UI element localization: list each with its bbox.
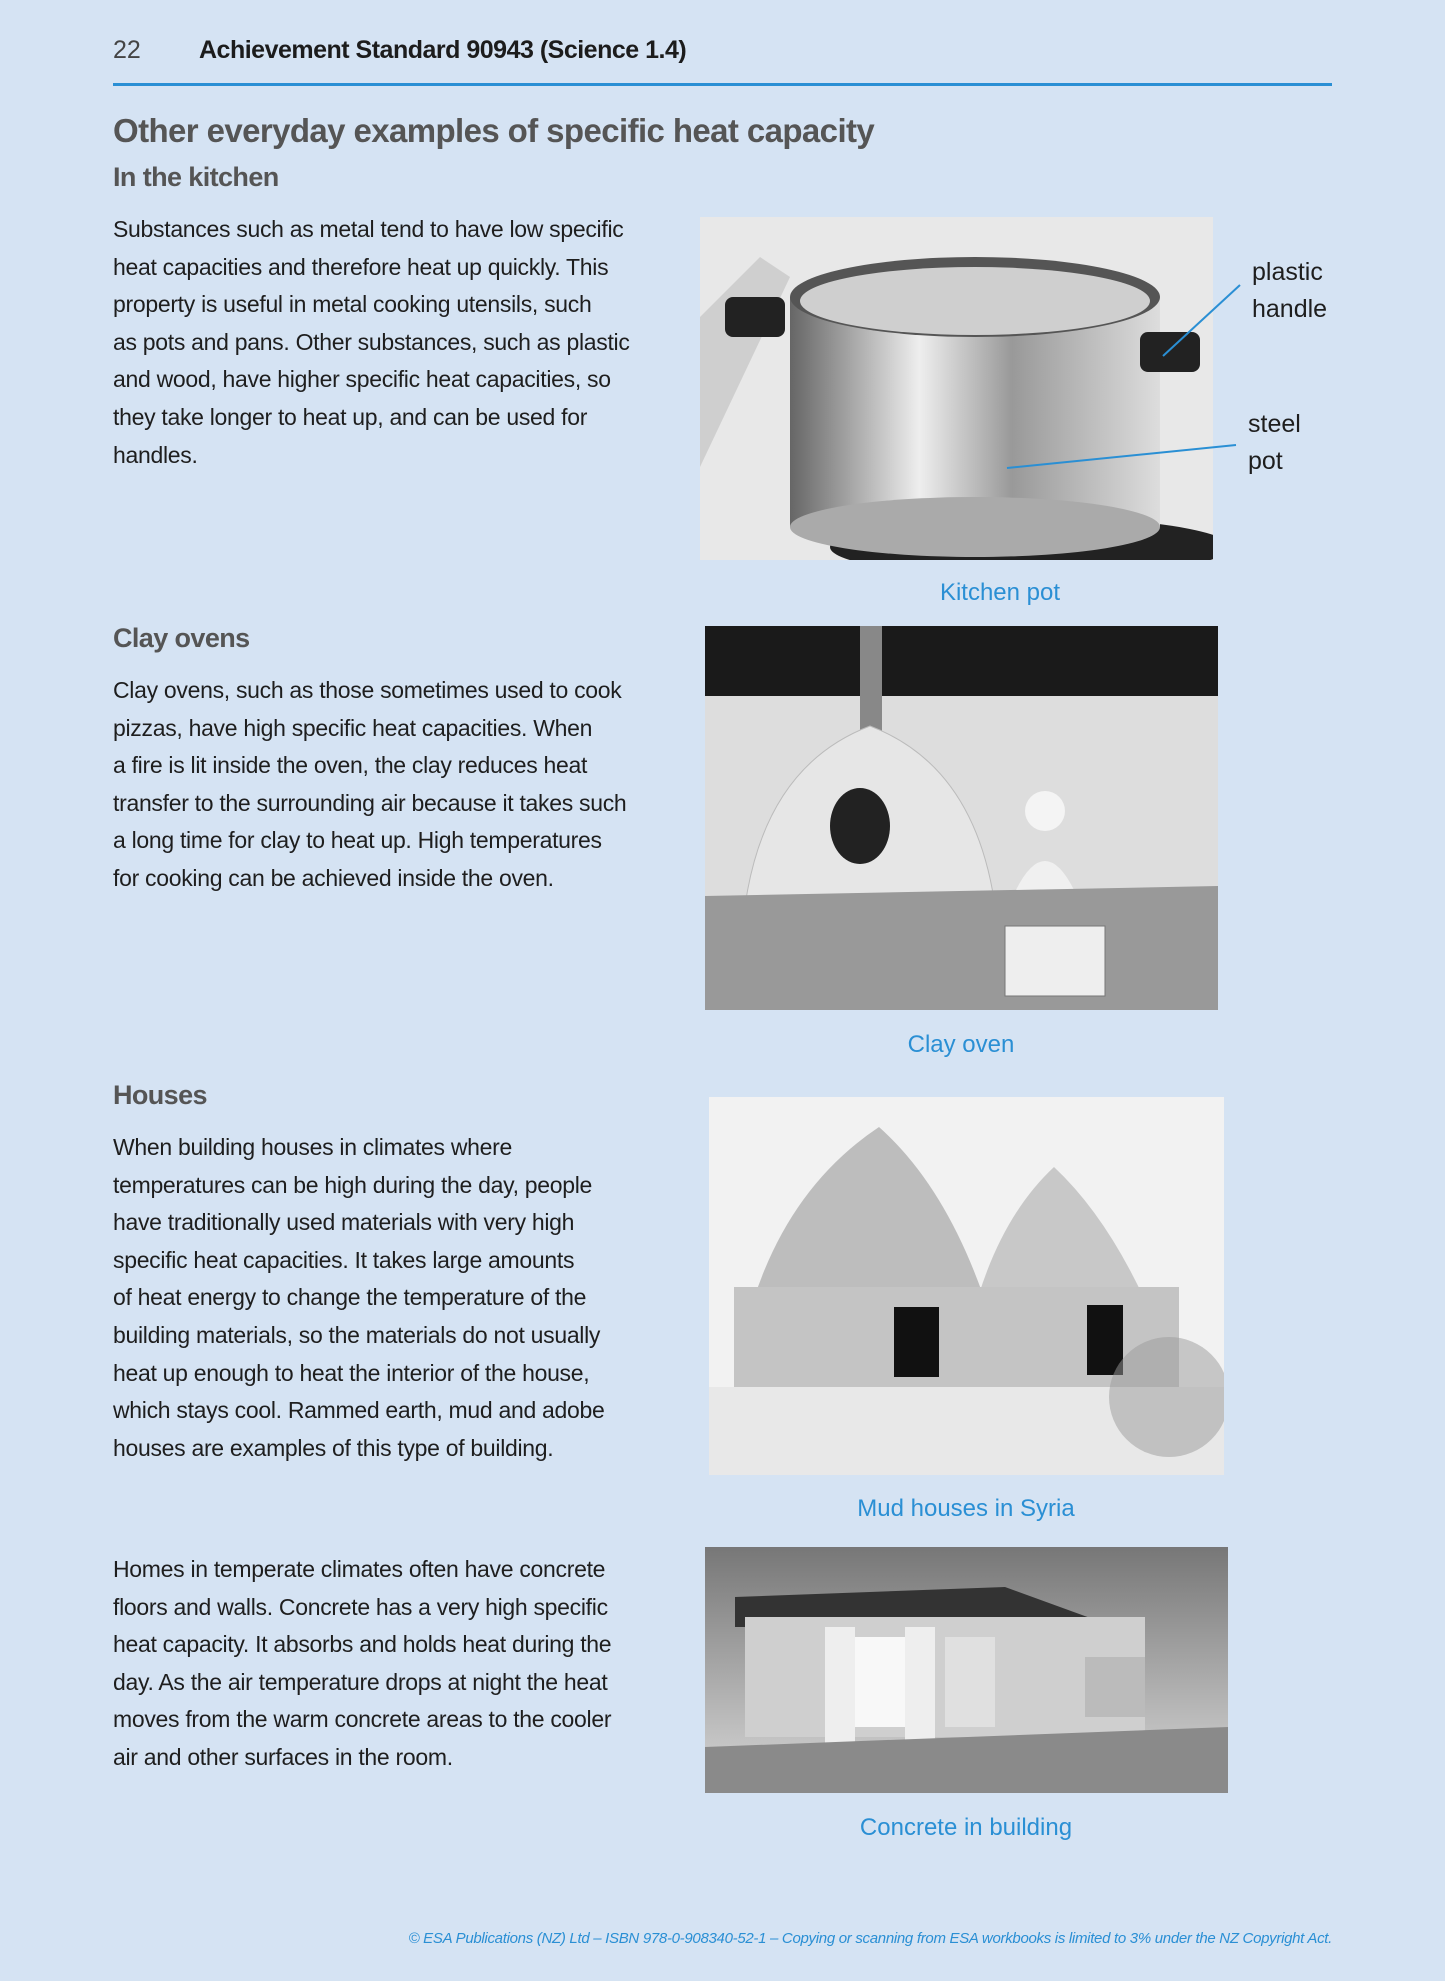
text-line: transfer to the surrounding air because it takes such	[113, 789, 627, 816]
section-heading-kitchen: In the kitchen	[113, 162, 279, 192]
text-line: they take longer to heat up, and can be used for	[113, 403, 588, 430]
label-line: handle	[1252, 295, 1328, 323]
text-line: Substances such as metal tend to have low specific	[113, 216, 624, 242]
text-line: heat capacities and therefore heat up quickly. This	[113, 253, 609, 280]
caption-clay-oven: Clay oven	[907, 1031, 1015, 1058]
text-line: which stays cool. Rammed earth, mud and adobe	[113, 1397, 605, 1424]
concrete-paragraph	[113, 1551, 611, 1777]
text-line: pizzas, have high specific heat capacities. When	[113, 714, 593, 741]
text-line: building materials, so the materials do not usually	[113, 1321, 601, 1348]
section-heading-houses: Houses	[113, 1080, 207, 1110]
copyright-footer: © ESA Publications (NZ) Ltd – ISBN 978-0-908340-52-1 – Copying or scanning from ESA workbooks is limited to 3% under the NZ Copyright Act.	[408, 1930, 1332, 1947]
text-line: as pots and pans. Other substances, such as plastic	[113, 328, 630, 355]
text-line: When building houses in climates where	[113, 1134, 512, 1160]
text-line: property is useful in metal cooking utensils, such	[113, 291, 592, 318]
concrete-house-photo	[705, 1547, 1228, 1793]
section-heading-clay-ovens: Clay ovens	[113, 623, 250, 653]
running-header: Achievement Standard 90943 (Science 1.4)	[199, 36, 687, 64]
header-rule	[113, 83, 1332, 86]
label-line: plastic	[1252, 258, 1323, 286]
page-number: 22	[113, 36, 141, 64]
text-line: houses are examples of this type of building.	[113, 1434, 554, 1461]
steel-pot-label	[1248, 406, 1301, 480]
caption-mud-houses: Mud houses in Syria	[857, 1495, 1075, 1522]
text-line: Clay ovens, such as those sometimes used to cook	[113, 677, 622, 703]
mud-houses-photo	[709, 1097, 1224, 1475]
clay-oven-photo	[705, 626, 1218, 1010]
text-line: floors and walls. Concrete has a very high specific	[113, 1593, 608, 1620]
text-line: specific heat capacities. It takes large amounts	[113, 1246, 575, 1273]
page-title: Other everyday examples of specific heat capacity	[113, 112, 875, 149]
text-line: moves from the warm concrete areas to the cooler	[113, 1706, 612, 1733]
text-line: a long time for clay to heat up. High temperatures	[113, 827, 602, 854]
text-line: and wood, have higher specific heat capacities, so	[113, 366, 611, 393]
clay-ovens-paragraph	[113, 672, 626, 898]
text-line: heat capacity. It absorbs and holds heat during the	[113, 1631, 612, 1658]
text-line: have traditionally used materials with very high	[113, 1209, 575, 1236]
caption-concrete: Concrete in building	[859, 1814, 1073, 1841]
text-line: air and other surfaces in the room.	[113, 1743, 453, 1770]
kitchen-pot-photo	[700, 217, 1213, 560]
kitchen-paragraph	[113, 211, 630, 474]
plastic-handle-label	[1252, 254, 1327, 328]
text-line: heat up enough to heat the interior of the house,	[113, 1359, 590, 1386]
text-line: for cooking can be achieved inside the oven.	[113, 864, 554, 891]
houses-paragraph	[113, 1129, 605, 1467]
text-line: handles.	[113, 441, 198, 468]
label-line: steel	[1248, 410, 1301, 438]
caption-kitchen-pot: Kitchen pot	[939, 579, 1061, 606]
label-line: pot	[1248, 447, 1283, 475]
text-line: of heat energy to change the temperature of the	[113, 1284, 587, 1311]
text-line: day. As the air temperature drops at night the heat	[113, 1668, 608, 1695]
text-line: temperatures can be high during the day, people	[113, 1171, 593, 1198]
text-line: a fire is lit inside the oven, the clay reduces heat	[113, 752, 588, 779]
text-line: Homes in temperate climates often have concrete	[113, 1556, 606, 1582]
